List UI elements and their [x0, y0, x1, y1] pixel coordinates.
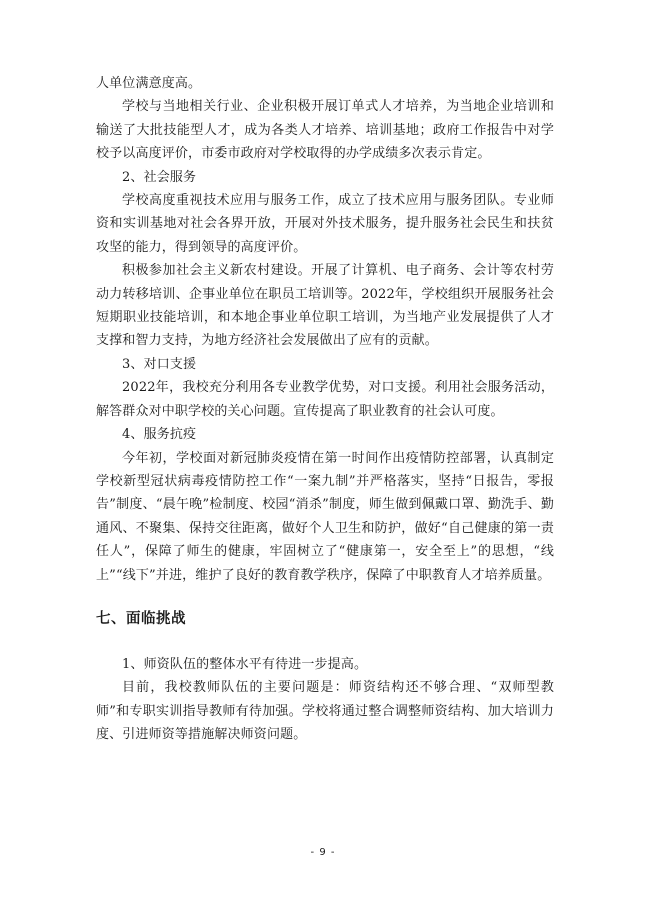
subheading-teacher-quality: 1、师资队伍的整体水平有待进一步提高。	[122, 656, 368, 672]
paragraph-rural-construction: 积极参加社会主义新农村建设。开展了计算机、电子商务、会计等农村劳动力转移培训、企事业单位在职员工培训等。2022年，学校组织开展服务社会短期职业技能培训，和本地企事业单位职工培训，为当地产业发展提供了人才支撑和智力支持，为地方经济社会发展做出了应有的贡献。	[96, 263, 554, 349]
paragraph-order-training: 学校与当地相关行业、企业积极开展订单式人才培养，为当地企业培训和输送了大批技能型人才，成为各类人才培养、培训基地；政府工作报告中对学校予以高度评价，市委市政府对学校取得的办学成绩多次表示肯定。	[96, 99, 554, 162]
subheading-epidemic-service: 4、服务抗疫	[122, 427, 197, 443]
paragraph-epidemic-service: 今年初，学校面对新冠肺炎疫情在第一时间作出疫情防控部署，认真制定学校新型冠状病毒疫情防控工作“一案九制”并严格落实，坚持“日报告，零报告”制度、“晨午晚”检制度、校园“消杀”制度，师生做到佩戴口罩、勤洗手、勤通风、不聚集、保持交往距离，做好个人卫生和防护，做好“自己健康的第一责任人”，保障了师生的健康，牢固树立了“健康第一，安全至上”的思想，“线上”“线下”并进，维护了良好的教育教学秩序，保障了中职教育人才培养质量。	[96, 450, 554, 583]
subheading-counterpart-support: 3、对口支援	[122, 356, 197, 372]
subheading-social-service: 2、社会服务	[122, 169, 197, 185]
section-heading-challenges: 七、面临挑战	[96, 610, 186, 627]
page-number: - 9 -	[310, 847, 336, 858]
paragraph-teacher-issues: 目前，我校教师队伍的主要问题是：师资结构还不够合理、“双师型教师”和专职实训指导教师有待加强。学校将通过整合调整师资结构、加大培训力度、引进师资等措施解决师资问题。	[96, 680, 554, 743]
paragraph-counterpart-support: 2022年，我校充分利用各专业教学优势，对口支援。利用社会服务活动，解答群众对中职学校的关心问题。宣传提高了职业教育的社会认可度。	[96, 380, 554, 419]
paragraph-continuation: 人单位满意度高。	[96, 76, 202, 91]
page-content	[96, 72, 554, 747]
paragraph-tech-service: 学校高度重视技术应用与服务工作，成立了技术应用与服务团队。专业师资和实训基地对社会各界开放，开展对外技术服务，提升服务社会民生和扶贫攻坚的能力，得到领导的高度评价。	[96, 193, 554, 255]
